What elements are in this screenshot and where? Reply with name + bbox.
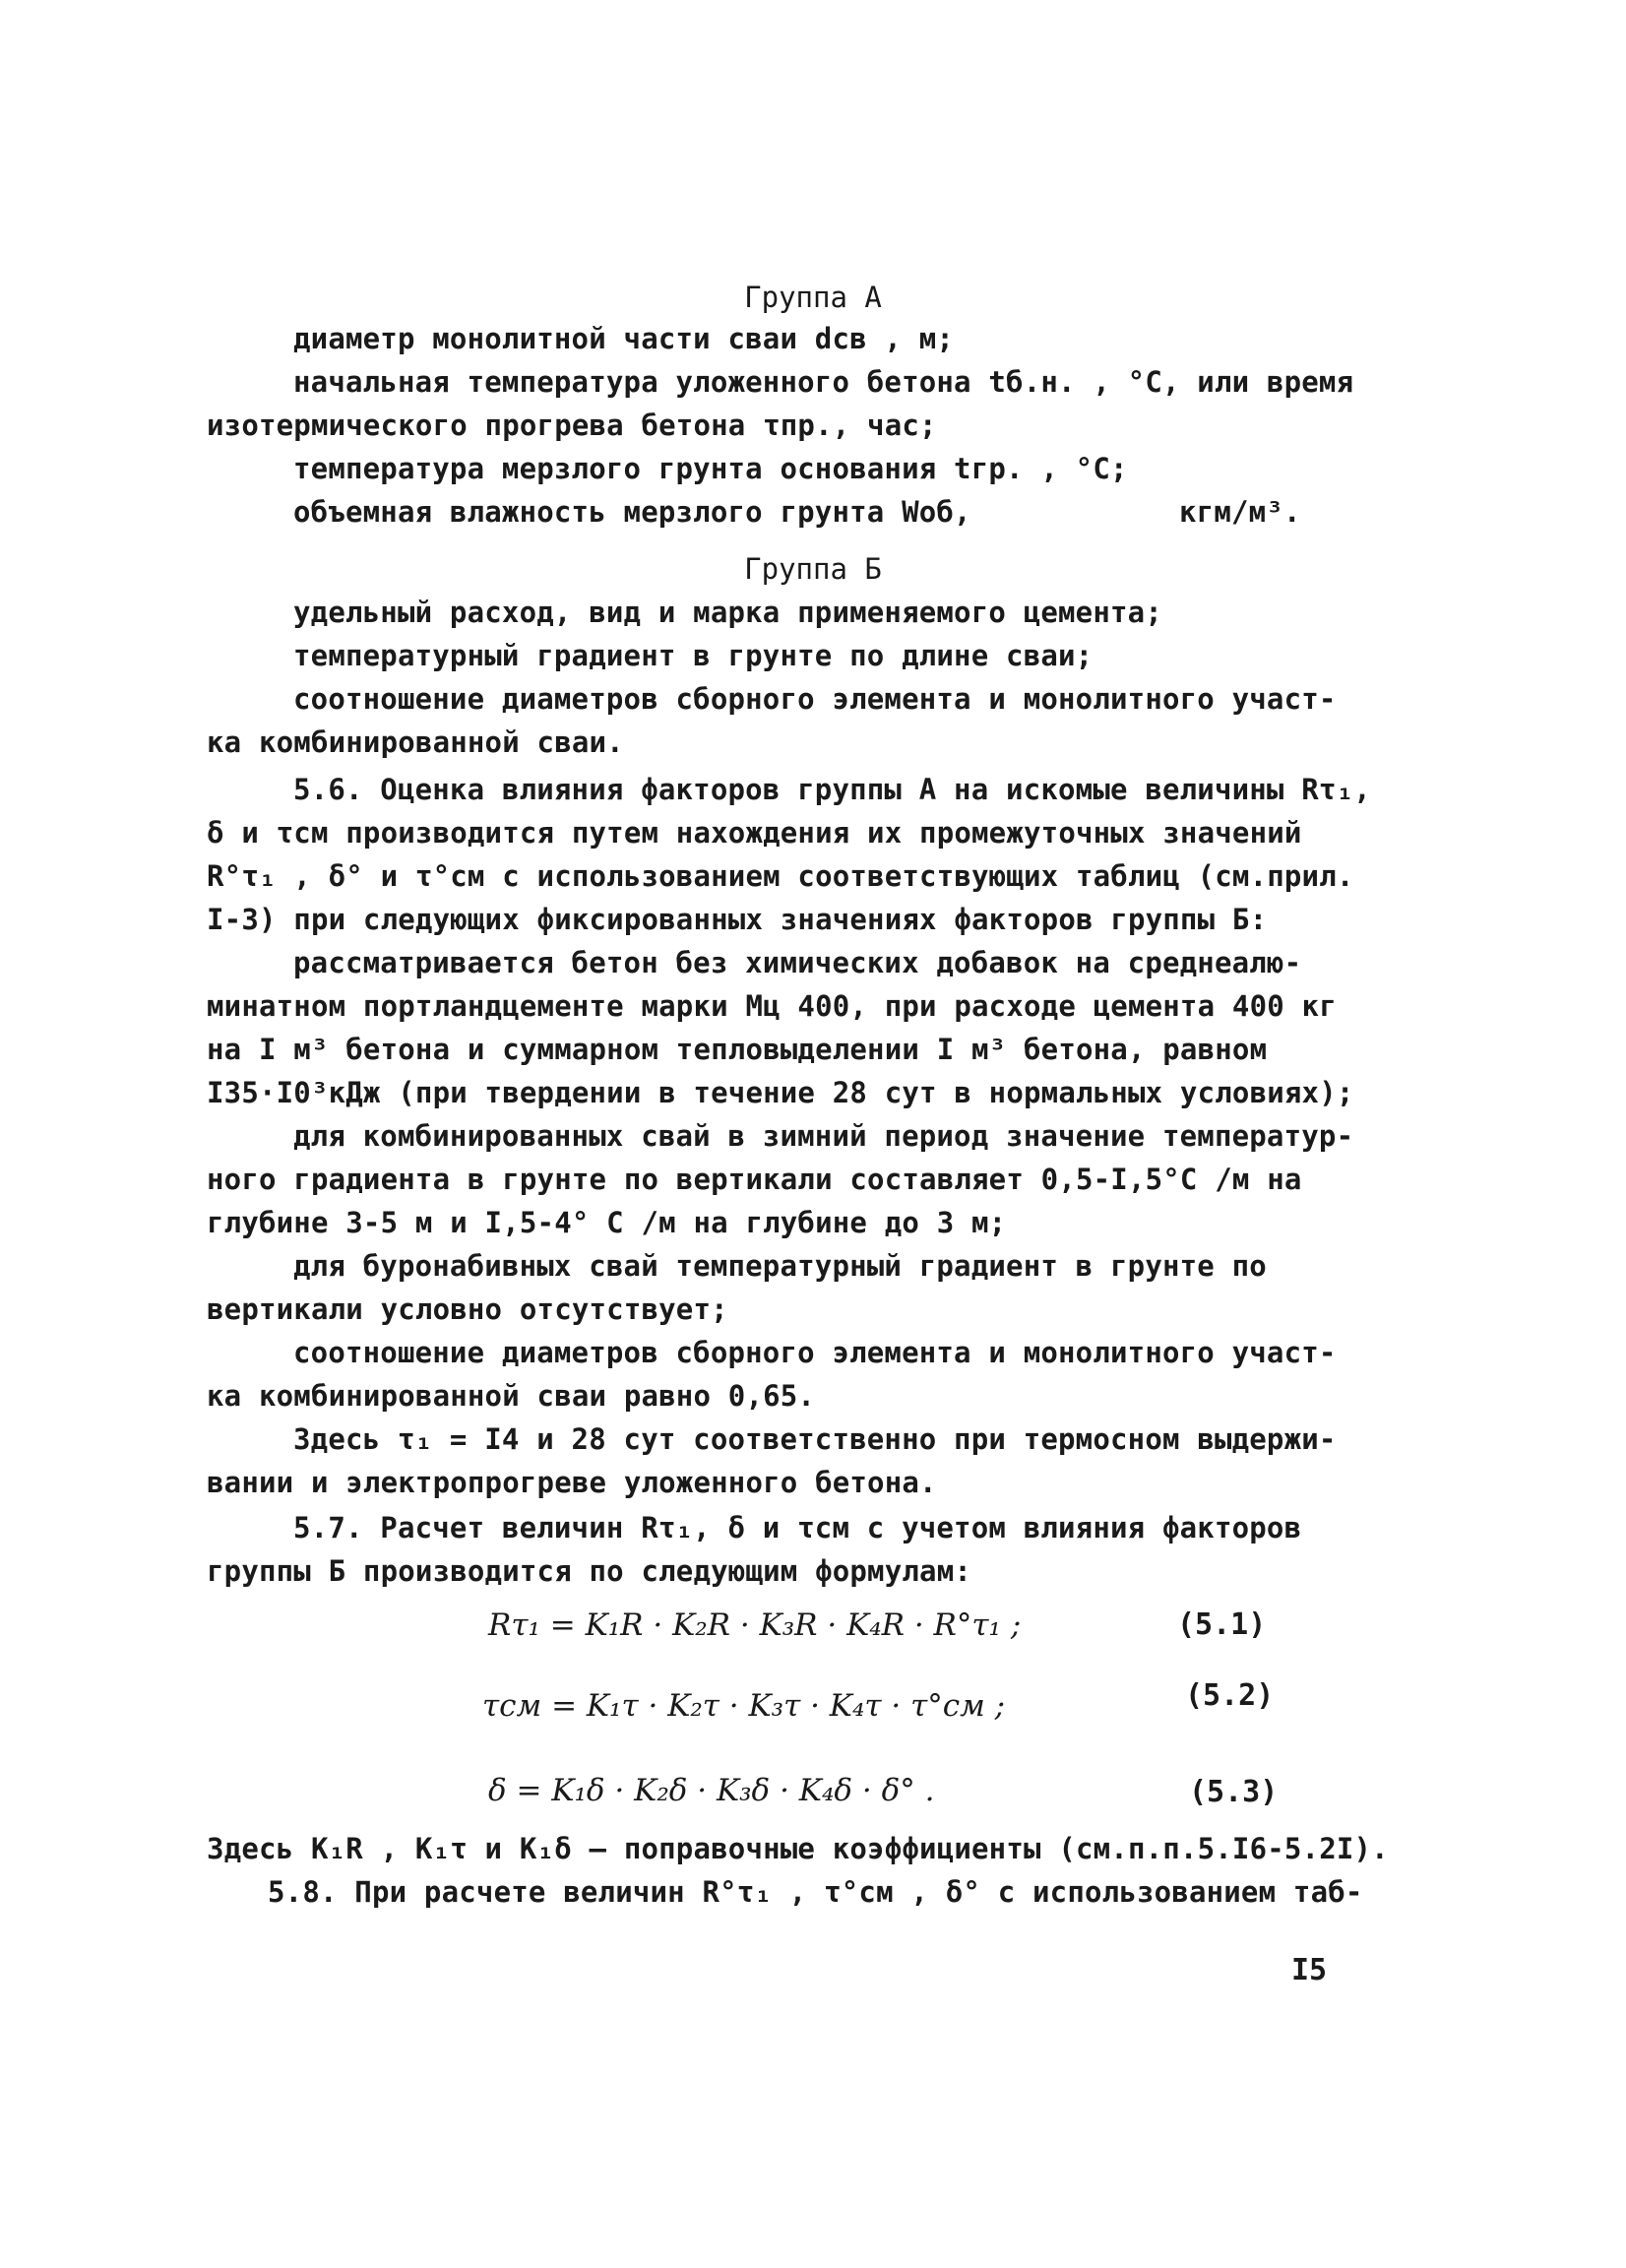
para-5-6-line-7: на I м³ бетона и суммарном тепловыделении I м³ бетона, равном [207,1033,1268,1066]
para-5-7-line-2: группы Б производится по следующим формулам: [207,1554,972,1588]
para-5-7-line-1: 5.7. Расчет величин Rτ₁, δ и τсм с учетом влияния факторов [293,1511,1302,1544]
para-5-6-line-14: соотношение диаметров сборного элемента и монолитного участ- [293,1336,1337,1369]
formula-5-2: τсм = K₁τ · K₂τ · K₃τ · K₄τ · τ°см ; [482,1688,1006,1724]
para-5-6-line-2: δ и τсм производится путем нахождения их промежуточных значений [207,816,1302,850]
formula-5-3-number: (5.3) [1189,1775,1279,1809]
group-b-line-2: температурный градиент в грунте по длине сваи; [293,639,1094,672]
para-5-6-line-6: минатном портландцементе марки Мц 400, при расходе цемента 400 кг [207,989,1337,1023]
formula-5-3: δ = K₁δ · K₂δ · K₃δ · K₄δ · δ° . [488,1773,935,1808]
para-5-6-line-9: для комбинированных свай в зимний период значение температур- [293,1119,1354,1153]
para-5-6-line-3: R°τ₁ , δ° и τ°см с использованием соответствующих таблиц (см.прил. [207,859,1354,893]
formula-5-1: Rτ₁ = K₁R · K₂R · K₃R · K₄R · R°τ₁ ; [488,1607,1022,1643]
group-b-line-1: удельный расход, вид и марка применяемого цемента; [293,596,1162,629]
group-a-line-5-unit: кгм/м³. [1179,495,1301,529]
group-b-heading: Группа Б [744,552,882,586]
para-5-8-line-1: 5.8. При расчете величин R°τ₁ , τ°см , δ° с использованием таб- [268,1875,1363,1909]
para-5-6-line-17: вании и электропрогреве уложенного бетона. [207,1466,937,1499]
para-5-6-line-5: рассматривается бетон без химических добавок на среднеалю- [293,946,1302,979]
formula-5-1-number: (5.1) [1177,1607,1267,1642]
group-b-line-3: соотношение диаметров сборного элемента и монолитного участ- [293,682,1337,716]
group-a-line-2: начальная температура уложенного бетона tб.н. , °С, или время [293,365,1354,399]
coefficients-note: Здесь K₁R , K₁τ и K₁δ – поправочные коэффициенты (см.п.п.5.I6-5.2I). [207,1832,1389,1865]
para-5-6-line-1: 5.6. Оценка влияния факторов группы А на искомые величины Rτ₁, [293,773,1371,806]
group-a-line-4: температура мерзлого грунта основания tгр. , °С; [293,452,1128,485]
group-a-line-1: диаметр монолитной части сваи dсв , м; [293,322,955,355]
para-5-6-line-15: ка комбинированной сваи равно 0,65. [207,1379,816,1413]
group-a-line-5: объемная влажность мерзлого грунта Wоб, [293,495,971,529]
group-a-heading: Группа А [744,281,882,314]
para-5-6-line-10: ного градиента в грунте по вертикали составляет 0,5-I,5°С /м на [207,1163,1302,1196]
para-5-6-line-8: I35·I0³кДж (при твердении в течение 28 сут в нормальных условиях); [207,1076,1354,1109]
page-number: I5 [1291,1953,1328,1987]
para-5-6-line-4: I-3) при следующих фиксированных значениях факторов группы Б: [207,903,1268,936]
para-5-6-line-12: для буронабивных свай температурный градиент в грунте по [293,1249,1267,1283]
group-b-line-4: ка комбинированной сваи. [207,725,624,759]
para-5-6-line-13: вертикали условно отсутствует; [207,1292,728,1326]
formula-5-2-number: (5.2) [1185,1678,1275,1713]
group-a-line-3: изотермического прогрева бетона τпр., час; [207,409,937,442]
para-5-6-line-11: глубине 3-5 м и I,5-4° С /м на глубине до 3 м; [207,1206,1007,1239]
para-5-6-line-16: Здесь τ₁ = I4 и 28 сут соответственно при термосном выдержи- [293,1422,1337,1456]
